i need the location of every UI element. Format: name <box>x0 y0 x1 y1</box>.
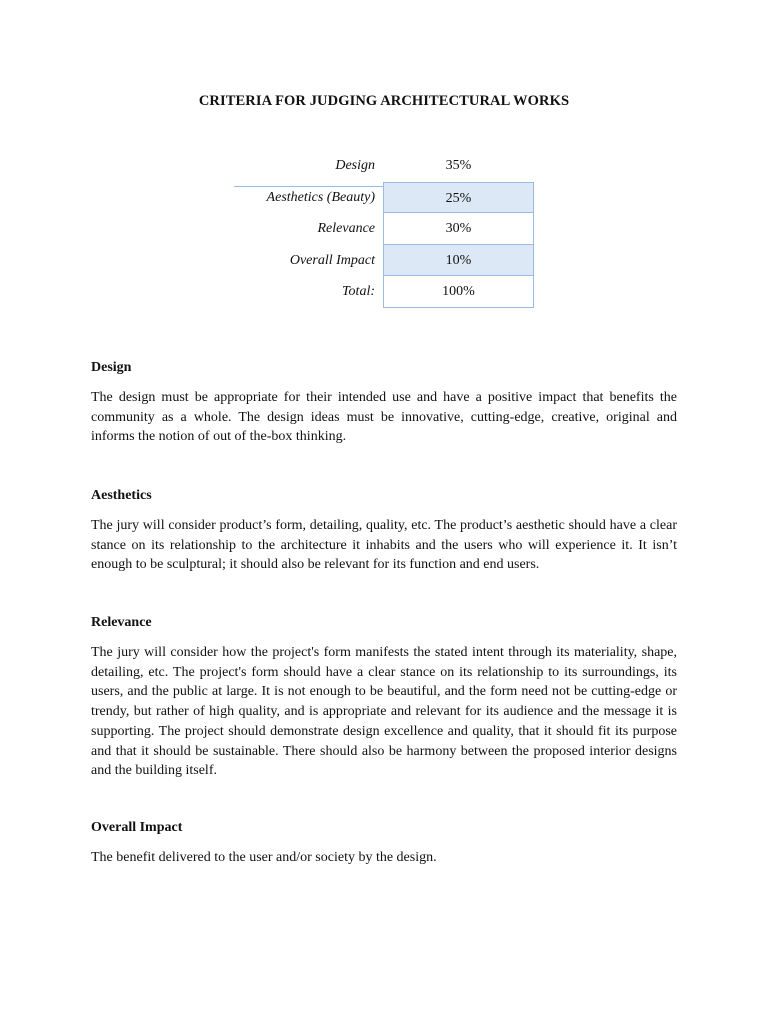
criteria-row-design <box>234 150 536 182</box>
criteria-row-total <box>234 276 536 308</box>
criteria-weight: 30% <box>383 213 534 245</box>
section-heading: Overall Impact <box>91 820 183 835</box>
criteria-label: Aesthetics (Beauty) <box>266 189 375 205</box>
section-body: The jury will consider product’s form, detailing, quality, etc. The product’s aesthetic should have a clear stance on its relationship to the architecture it inhabits and the users who will experience it. It isn’t enough to be sculptural; it should also be relevant for its function and end users. <box>91 518 677 573</box>
section-heading: Relevance <box>91 615 152 630</box>
document-title: CRITERIA FOR JUDGING ARCHITECTURAL WORKS <box>198 93 570 109</box>
section-heading: Aesthetics <box>91 488 152 503</box>
criteria-total-label: Total: <box>342 284 375 299</box>
criteria-total-value: 100% <box>383 276 534 308</box>
section-overall-impact <box>91 818 677 868</box>
criteria-row-overall-impact <box>234 245 536 277</box>
section-aesthetics <box>91 486 677 575</box>
section-relevance <box>91 613 677 781</box>
criteria-weight: 10% <box>383 245 534 277</box>
section-heading: Design <box>91 360 132 375</box>
criteria-weight: 35% <box>445 158 472 173</box>
criteria-row-aesthetics <box>234 182 536 214</box>
section-body: The jury will consider how the project's form manifests the stated intent through its materiality, shape, detailing, etc. The project's form should have a clear stance on its relationship to its surroundings, its users, and the public at large. It is not enough to be beautiful, and the form need not be cutting-edge or trendy, but rather of high quality, and is appropriate and relevant for its audience and the message it is supporting. The project should demonstrate design excellence and quality, that it should fit its purpose and that it should be sustainable. There should also be harmony between the proposed interior designs and the building itself. <box>91 645 677 779</box>
section-body: The design must be appropriate for their intended use and have a positive impact that benefits the community as a whole. The design ideas must be innovative, cutting-edge, creative, original and informs the notion of out of the-box thinking. <box>91 390 677 445</box>
criteria-label: Relevance <box>317 221 375 236</box>
criteria-label: Overall Impact <box>289 252 375 268</box>
section-design <box>91 358 677 447</box>
criteria-row-relevance <box>234 213 536 245</box>
criteria-label: Design <box>335 158 375 173</box>
section-body: The benefit delivered to the user and/or society by the design. <box>91 850 437 865</box>
criteria-table <box>234 150 536 308</box>
criteria-weight: 25% <box>383 182 534 214</box>
